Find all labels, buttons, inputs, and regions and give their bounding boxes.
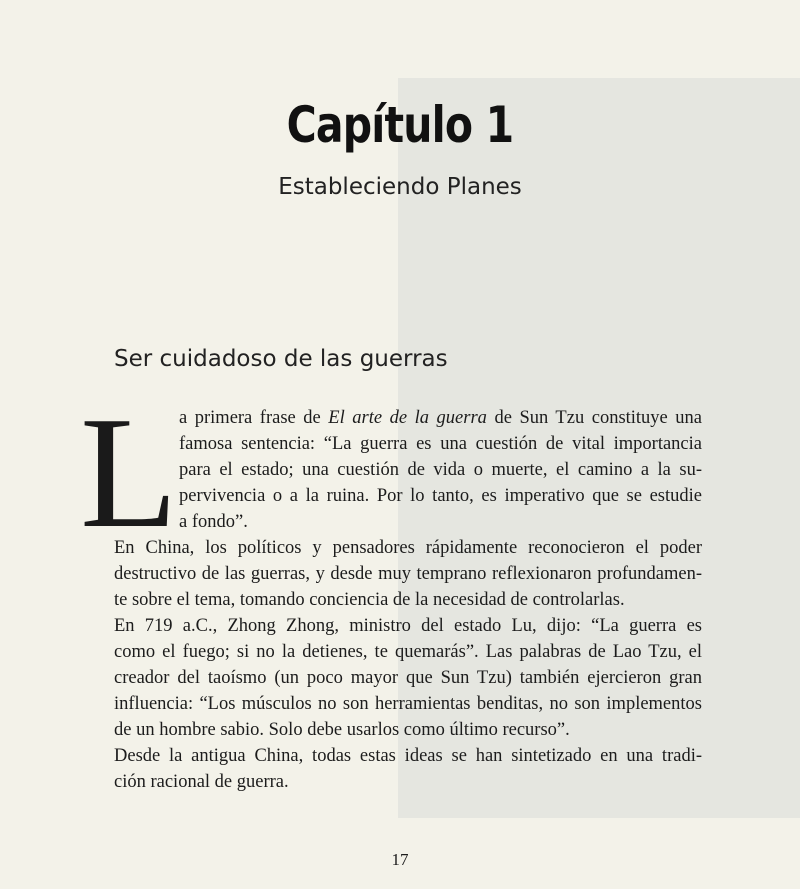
paragraph-2-line-2: destructivo de las guerras, y desde muy temprano reflexionaron profundamen-	[114, 564, 702, 584]
section-title: Ser cuidadoso de las guerras	[114, 346, 448, 372]
drop-cap: L	[80, 383, 178, 561]
paragraph-3-line-5: de un hombre sabio. Solo debe usarlos como último recurso”.	[114, 720, 570, 740]
paragraph-1-line-1: a primera frase de El arte de la guerra de Sun Tzu constituye una	[179, 408, 703, 428]
page-number: 17	[391, 850, 409, 869]
chapter-title: Capítulo 1	[286, 96, 514, 154]
paragraph-4-line-1: Desde la antigua China, todas estas ideas se han sintetizado en una tradi-	[114, 746, 702, 766]
paragraph-3-line-1: En 719 a.C., Zhong Zhong, ministro del estado Lu, dijo: “La guerra es	[114, 616, 702, 636]
paragraph-1-line-2: famosa sentencia: “La guerra es una cuestión de vital importancia	[179, 434, 702, 454]
paragraph-3-line-4: influencia: “Los músculos no son herramientas benditas, no son implementos	[114, 694, 702, 714]
paragraph-2-line-1: En China, los políticos y pensadores rápidamente reconocieron el poder	[114, 538, 702, 558]
paragraph-2-line-3: te sobre el tema, tomando conciencia de la necesidad de controlarlas.	[114, 590, 625, 610]
paragraph-4-line-2: ción racional de guerra.	[114, 772, 289, 792]
chapter-subtitle: Estableciendo Planes	[278, 174, 522, 200]
paragraph-3-line-3: creador del taoísmo (un poco mayor que Sun Tzu) también ejercieron gran	[114, 668, 702, 688]
paragraph-3-line-2: como el fuego; si no la detienes, te quemarás”. Las palabras de Lao Tzu, el	[114, 642, 702, 662]
paragraph-1-line-3: para el estado; una cuestión de vida o muerte, el camino a la su-	[179, 460, 702, 480]
paragraph-1-line-4: pervivencia o a la ruina. Por lo tanto, es imperativo que se estudie	[179, 486, 702, 506]
paragraph-1-line-5: a fondo”.	[179, 512, 248, 532]
book-title-italic: El arte de la guerra	[328, 408, 487, 428]
